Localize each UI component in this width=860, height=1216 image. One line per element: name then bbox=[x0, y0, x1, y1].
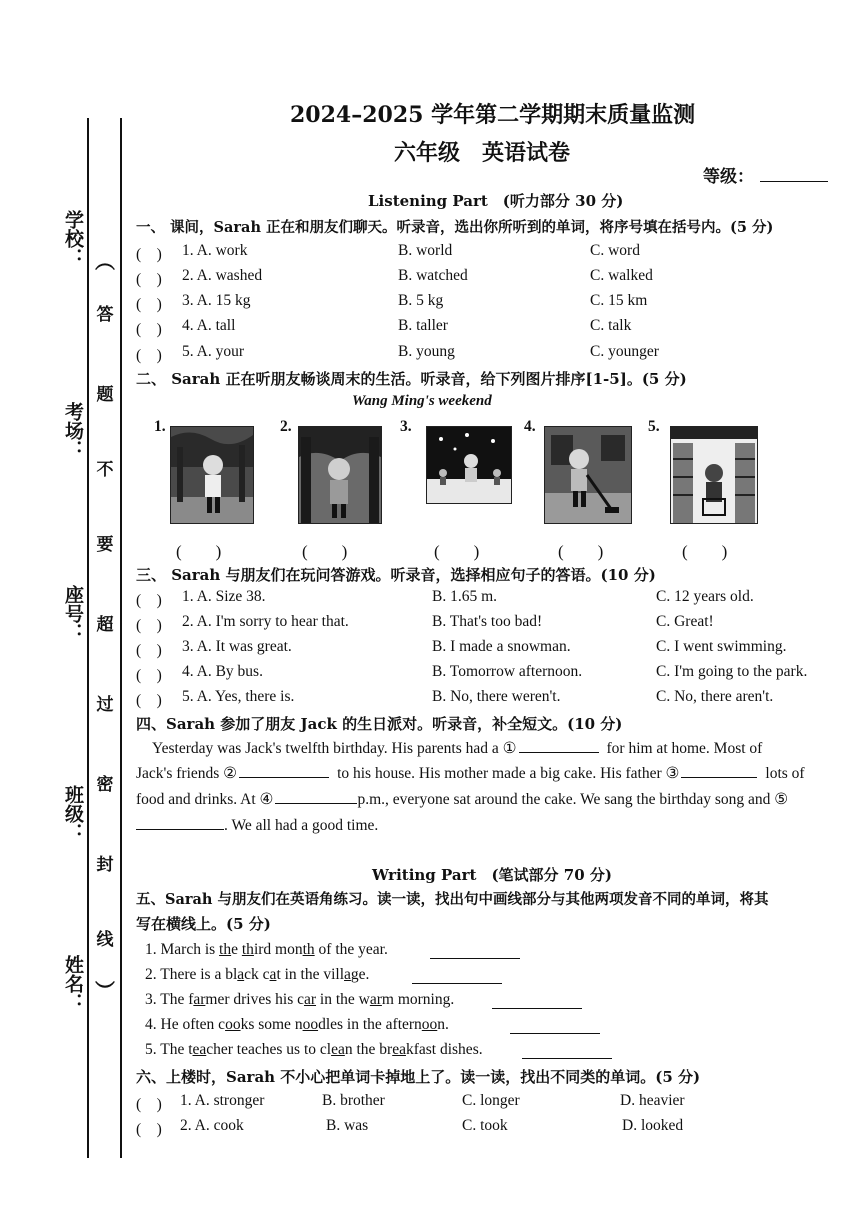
underlined-letters: ea bbox=[331, 1041, 345, 1058]
option-a: 5. A. Yes, there is. bbox=[182, 688, 295, 705]
passage-text: lots of bbox=[765, 765, 805, 782]
answer-paren[interactable]: ( ) bbox=[136, 617, 162, 634]
answer-paren[interactable]: ( ) bbox=[136, 271, 162, 288]
section-3-heading: 三、 Sarah 与朋友们在玩问答游戏。听录音，选择相应句子的答语。(10 分) bbox=[136, 566, 656, 584]
pronunciation-item-4 bbox=[145, 1016, 449, 1034]
seal-open-bracket: ︵ bbox=[95, 251, 115, 273]
pronunciation-item-1 bbox=[145, 941, 388, 959]
margin-line-right bbox=[120, 118, 122, 1158]
sentence-text: kfast dishes. bbox=[405, 1041, 483, 1058]
passage-text: Yesterday was Jack's twelfth birthday. His parents had a ① bbox=[152, 740, 517, 757]
sentence-text: 1. March is bbox=[145, 941, 220, 958]
sentence-text: 4. He often c bbox=[145, 1016, 226, 1033]
option-c: C. walked bbox=[590, 267, 653, 284]
seal-char-4: 要 bbox=[96, 535, 114, 555]
sentence-text: ird mon bbox=[253, 941, 303, 958]
option-c: C. longer bbox=[462, 1092, 520, 1109]
section-2-heading: 二、 Sarah 正在听朋友畅谈周末的生活。听录音，给下列图片排序[1-5]。(5 分) bbox=[136, 370, 687, 388]
sentence-text: ks some n bbox=[240, 1016, 303, 1033]
option-c: C. talk bbox=[590, 317, 632, 334]
answer-paren[interactable]: ( ) bbox=[136, 347, 162, 364]
margin-line-left bbox=[87, 118, 89, 1158]
option-a: 5. A. your bbox=[182, 343, 244, 360]
passage-text: food and drinks. At ④ bbox=[136, 791, 274, 808]
answer-paren[interactable]: ( ) bbox=[136, 592, 162, 609]
picture-number: 4. bbox=[524, 418, 536, 435]
option-a: 3. A. 15 kg bbox=[182, 292, 251, 309]
option-b: B. That's too bad! bbox=[432, 613, 543, 630]
section-5-heading-line-2: 写在横线上。(5 分) bbox=[136, 915, 271, 933]
underlined-letters: ea bbox=[392, 1041, 406, 1058]
grade-field bbox=[703, 162, 828, 187]
answer-line-4[interactable] bbox=[510, 1019, 600, 1034]
seal-char-3: 不 bbox=[96, 460, 114, 480]
sentence-text: 5. The t bbox=[145, 1041, 193, 1058]
answer-paren[interactable]: ( ) bbox=[136, 642, 162, 659]
picture-5-answer[interactable]: ( ) bbox=[682, 542, 728, 561]
passage-text: to his house. His mother made a big cake. His father ③ bbox=[337, 765, 680, 782]
blank-2[interactable] bbox=[239, 763, 329, 778]
sentence-text: 2. There is a bl bbox=[145, 966, 238, 983]
passage-text: Jack's friends ② bbox=[136, 765, 238, 782]
option-b: B. world bbox=[398, 242, 453, 259]
option-a: 1. A. Size 38. bbox=[182, 588, 266, 605]
section-6-heading: 六、上楼时，Sarah 不小心把单词卡掉地上了。读一读，找出不同类的单词。(5 分) bbox=[136, 1068, 701, 1086]
sentence-text: ge. bbox=[350, 966, 370, 983]
option-c: C. younger bbox=[590, 343, 659, 360]
seal-char-9: 线 bbox=[96, 930, 114, 950]
picture-1-answer[interactable]: ( ) bbox=[176, 542, 222, 561]
picture-5-supermarket bbox=[670, 426, 758, 524]
underlined-letters: ea bbox=[192, 1041, 207, 1058]
picture-4-sweeping bbox=[544, 426, 632, 524]
option-a: 2. A. I'm sorry to hear that. bbox=[182, 613, 349, 630]
option-b: B. No, there weren't. bbox=[432, 688, 561, 705]
answer-paren[interactable]: ( ) bbox=[136, 692, 162, 709]
underlined-letters: a bbox=[237, 966, 245, 983]
picture-4-answer[interactable]: ( ) bbox=[558, 542, 604, 561]
sentence-text: mer drives his c bbox=[205, 991, 304, 1008]
sentence-text: e bbox=[231, 941, 242, 958]
picture-2-drawing bbox=[299, 427, 381, 523]
blank-1[interactable] bbox=[519, 738, 599, 753]
underlined-letters: th bbox=[241, 941, 254, 958]
underlined-letters: ar bbox=[303, 991, 317, 1008]
option-c: C. I went swimming. bbox=[656, 638, 787, 655]
passage-line-4 bbox=[136, 815, 378, 835]
picture-number: 1. bbox=[154, 418, 166, 435]
option-c: C. word bbox=[590, 242, 640, 259]
option-b: B. Tomorrow afternoon. bbox=[432, 663, 583, 680]
answer-paren[interactable]: ( ) bbox=[136, 246, 162, 263]
underlined-letters: th bbox=[219, 941, 232, 958]
sentence-text: n. bbox=[437, 1016, 449, 1033]
section-1-heading: 一、 课间，Sarah 正在和朋友们聊天。听录音，选出你所听到的单词，将序号填在括号内。(5 分) bbox=[136, 219, 774, 236]
option-c: C. I'm going to the park. bbox=[656, 663, 808, 680]
option-a: 4. A. tall bbox=[182, 317, 236, 334]
seal-char-2: 题 bbox=[96, 385, 114, 405]
option-c: C. No, there aren't. bbox=[656, 688, 774, 705]
grade-blank[interactable] bbox=[760, 167, 828, 182]
seal-close-bracket: ︶ bbox=[95, 981, 115, 1003]
passage-line-2 bbox=[136, 763, 805, 783]
picture-3-drawing bbox=[427, 427, 511, 503]
sentence-text: ck c bbox=[244, 966, 270, 983]
answer-paren[interactable]: ( ) bbox=[136, 1121, 162, 1138]
sentence-text: cher teaches us to cl bbox=[206, 1041, 332, 1058]
blank-4[interactable] bbox=[275, 789, 357, 804]
answer-line-3[interactable] bbox=[492, 994, 582, 1009]
passage-text: p.m., everyone sat around the cake. We sang the birthday song and ⑤ bbox=[357, 791, 789, 808]
answer-line-1[interactable] bbox=[430, 944, 520, 959]
pronunciation-item-5 bbox=[145, 1041, 483, 1059]
option-b: B. was bbox=[326, 1117, 369, 1134]
sentence-text: in the w bbox=[316, 991, 370, 1008]
exam-title: 2024–2025 学年第二学期期末质量监测 bbox=[290, 102, 696, 128]
option-d: D. heavier bbox=[620, 1092, 685, 1109]
listening-heading: Listening Part (听力部分 30 分) bbox=[368, 192, 624, 210]
sentence-text: m morning. bbox=[381, 991, 455, 1008]
exam-room-label: 考场： bbox=[62, 402, 84, 459]
section-4-heading: 四、Sarah 参加了朋友 Jack 的生日派对。听录音，补全短文。(10 分) bbox=[136, 715, 623, 733]
option-b: B. 5 kg bbox=[398, 292, 444, 309]
blank-3[interactable] bbox=[681, 763, 757, 778]
answer-paren[interactable]: ( ) bbox=[136, 296, 162, 313]
underlined-letters: a bbox=[269, 966, 277, 983]
name-label: 姓名： bbox=[62, 955, 84, 1012]
sentence-text: t in the vill bbox=[276, 966, 345, 983]
answer-paren[interactable]: ( ) bbox=[136, 1096, 162, 1113]
seal-char-6: 过 bbox=[96, 695, 114, 715]
sentence-text: 3. The f bbox=[145, 991, 194, 1008]
option-a: 4. A. By bus. bbox=[182, 663, 263, 680]
option-a: 1. A. work bbox=[182, 242, 248, 259]
option-b: B. brother bbox=[322, 1092, 385, 1109]
seal-char-8: 封 bbox=[96, 855, 114, 875]
pronunciation-item-2 bbox=[145, 966, 369, 984]
option-a: 3. A. It was great. bbox=[182, 638, 292, 655]
option-c: C. took bbox=[462, 1117, 508, 1134]
answer-line-2[interactable] bbox=[412, 969, 502, 984]
underlined-letters: ar bbox=[193, 991, 206, 1008]
option-b: B. young bbox=[398, 343, 455, 360]
passage-text: for him at home. Most of bbox=[606, 740, 763, 757]
seal-char-5: 超 bbox=[96, 615, 114, 635]
answer-line-5[interactable] bbox=[522, 1044, 612, 1059]
picture-3-answer[interactable]: ( ) bbox=[434, 542, 480, 561]
section-5-heading-line-1: 五、Sarah 与朋友们在英语角练习。读一读，找出句中画线部分与其他两项发音不同的单词，将其 bbox=[136, 891, 769, 908]
option-c: C. 12 years old. bbox=[656, 588, 754, 605]
seal-char-7: 密 bbox=[96, 775, 114, 795]
picture-number: 2. bbox=[280, 418, 292, 435]
option-b: B. watched bbox=[398, 267, 468, 284]
writing-heading: Writing Part (笔试部分 70 分) bbox=[372, 866, 612, 884]
exam-subtitle: 六年级 英语试卷 bbox=[394, 140, 571, 166]
passage-text: . We all had a good time. bbox=[224, 817, 379, 834]
underlined-letters: oo bbox=[302, 1016, 319, 1033]
option-a: 2. A. cook bbox=[180, 1117, 244, 1134]
pronunciation-item-3 bbox=[145, 991, 454, 1009]
grade-label: 等级： bbox=[703, 167, 754, 187]
seat-label: 座号： bbox=[62, 585, 84, 642]
picture-2-answer[interactable]: ( ) bbox=[302, 542, 348, 561]
picture-4-drawing bbox=[545, 427, 631, 523]
picture-1-boy-in-park bbox=[170, 426, 254, 524]
underlined-letters: oo bbox=[225, 1016, 241, 1033]
passage-line-1 bbox=[152, 738, 762, 758]
underlined-letters: ar bbox=[369, 991, 382, 1008]
option-b: B. 1.65 m. bbox=[432, 588, 498, 605]
option-c: C. 15 km bbox=[590, 292, 648, 309]
sentence-text: of the year. bbox=[314, 941, 388, 958]
picture-number: 5. bbox=[648, 418, 660, 435]
answer-paren[interactable]: ( ) bbox=[136, 321, 162, 338]
passage-line-3 bbox=[136, 789, 788, 809]
underlined-letters: th bbox=[302, 941, 315, 958]
picture-5-drawing bbox=[671, 427, 757, 523]
picture-3-skating bbox=[426, 426, 512, 504]
school-label: 学校： bbox=[62, 210, 84, 267]
option-d: D. looked bbox=[622, 1117, 684, 1134]
option-c: C. Great! bbox=[656, 613, 714, 630]
underlined-letters: oo bbox=[421, 1016, 438, 1033]
sentence-text: n the br bbox=[344, 1041, 393, 1058]
underlined-letters: a bbox=[344, 966, 351, 983]
picture-caption: Wang Ming's weekend bbox=[352, 393, 492, 409]
picture-2-boy-in-forest bbox=[298, 426, 382, 524]
option-a: 1. A. stronger bbox=[180, 1092, 265, 1109]
picture-number: 3. bbox=[400, 418, 412, 435]
picture-1-drawing bbox=[171, 427, 253, 523]
option-a: 2. A. washed bbox=[182, 267, 263, 284]
seal-char-1: 答 bbox=[96, 305, 114, 325]
answer-paren[interactable]: ( ) bbox=[136, 667, 162, 684]
blank-5[interactable] bbox=[136, 815, 224, 830]
class-label: 班级： bbox=[62, 785, 84, 842]
option-b: B. I made a snowman. bbox=[432, 638, 571, 655]
option-b: B. taller bbox=[398, 317, 448, 334]
sentence-text: dles in the aftern bbox=[318, 1016, 422, 1033]
